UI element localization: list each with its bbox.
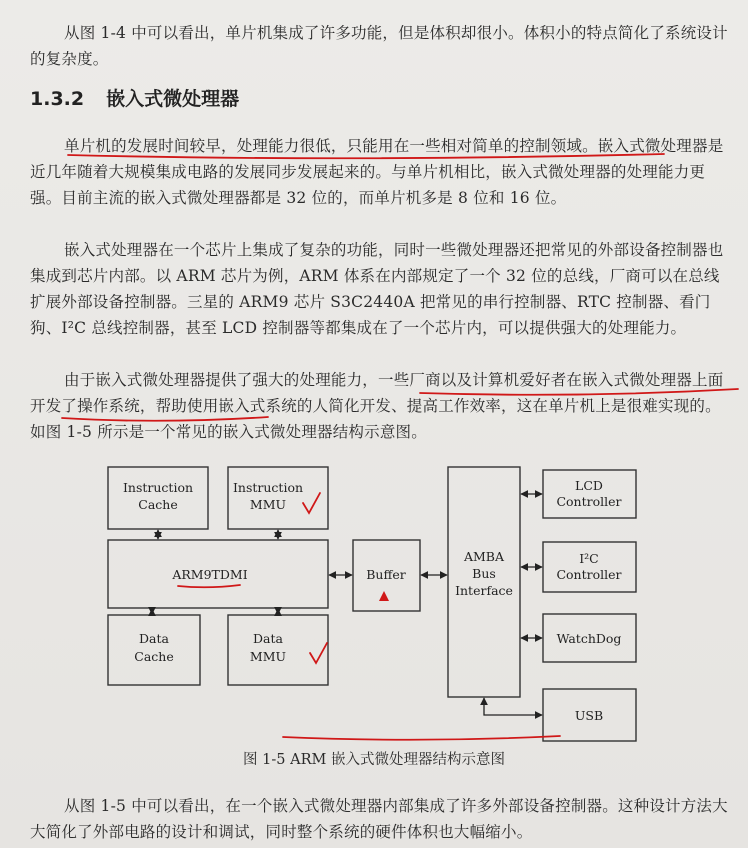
underline-mark xyxy=(62,417,268,421)
instruction-cache-label-2: Cache xyxy=(138,497,178,512)
data-cache-label-1: Data xyxy=(139,631,169,646)
data-mmu-label-2: MMU xyxy=(249,649,287,664)
instruction-cache-label-1: Instruction xyxy=(122,480,194,495)
lcd-label-2: Controller xyxy=(556,494,622,509)
instruction-mmu-label-2: MMU xyxy=(249,497,287,512)
underline-mark xyxy=(178,585,240,587)
amba-label-2: Bus xyxy=(472,566,496,581)
i2c-label-2: Controller xyxy=(556,567,622,582)
section-number: 1.3.2 xyxy=(30,88,85,110)
amba-bus-box xyxy=(448,467,520,697)
data-mmu-label-1: Data xyxy=(253,631,283,646)
buffer-label: Buffer xyxy=(366,567,406,582)
paragraph-mcu-vs-mpu: 单片机的发展时间较早，处理能力很低，只能用在一些相对简单的控制领域。嵌入式微处理器是近几年随着大规模集成电路的发展同步发展起来的。与单片机相比，嵌入式微处理器的处理能力更强。目前主流的嵌入式微处理器都是 32 位的，而单片机多是 8 位和 16 位。 xyxy=(30,137,724,207)
i2c-label-1: I²C xyxy=(579,551,599,566)
triangle-annotation xyxy=(379,591,389,601)
amba-label-3: Interface xyxy=(455,583,513,598)
underline-mark xyxy=(420,389,738,395)
underline-mark xyxy=(283,736,560,740)
paragraph-operating-system: 由于嵌入式微处理器提供了强大的处理能力，一些厂商以及计算机爱好者在嵌入式微处理器上面开发了操作系统，帮助使用嵌入式系统的人简化开发、提高工作效率，这在单片机上是很难实现的。如图 1-5 所示是一个常见的嵌入式微处理器结构示意图。 xyxy=(30,371,724,441)
instruction-mmu-label-1: Instruction xyxy=(232,480,304,495)
checkmark-annotation xyxy=(310,643,327,663)
watchdog-label: WatchDog xyxy=(556,631,622,646)
paragraph-conclusion: 从图 1-5 中可以看出，在一个嵌入式微处理器内部集成了许多外部设备控制器。这种设计方法大大简化了外部电路的设计和调试，同时整个系统的硬件体积也大幅缩小。 xyxy=(30,797,728,841)
figure-caption: 图 1-5 ARM 嵌入式微处理器结构示意图 xyxy=(243,752,505,768)
usb-label: USB xyxy=(574,708,604,723)
lcd-label-1: LCD xyxy=(575,478,603,493)
checkmark-annotation xyxy=(303,493,320,513)
amba-label-1: AMBA xyxy=(463,549,505,564)
section-title: 嵌入式微处理器 xyxy=(106,88,240,110)
data-cache-label-2: Cache xyxy=(134,649,174,664)
paragraph-arm-integration: 嵌入式处理器在一个芯片上集成了复杂的功能，同时一些微处理器还把常见的外部设备控制器也集成到芯片内部。以 ARM 芯片为例，ARM 体系在内部规定了一个 32 位的总线，厂商可以在总线扩展外部设备控制器。三星的 ARM9 芯片 S3C2440A 把常见的串行控制器、RTC 控制器、看门狗、I²C 总线控制器，甚至 LCD 控制器等都集成在了一个芯片内，可以提供强大的处理能力。 xyxy=(30,241,724,337)
architecture-diagram xyxy=(0,455,748,745)
core-label: ARM9TDMI xyxy=(172,567,248,582)
underline-mark xyxy=(68,154,664,158)
paragraph-intro: 从图 1-4 中可以看出，单片机集成了许多功能，但是体积却很小。体积小的特点简化了系统设计的复杂度。 xyxy=(30,24,728,68)
